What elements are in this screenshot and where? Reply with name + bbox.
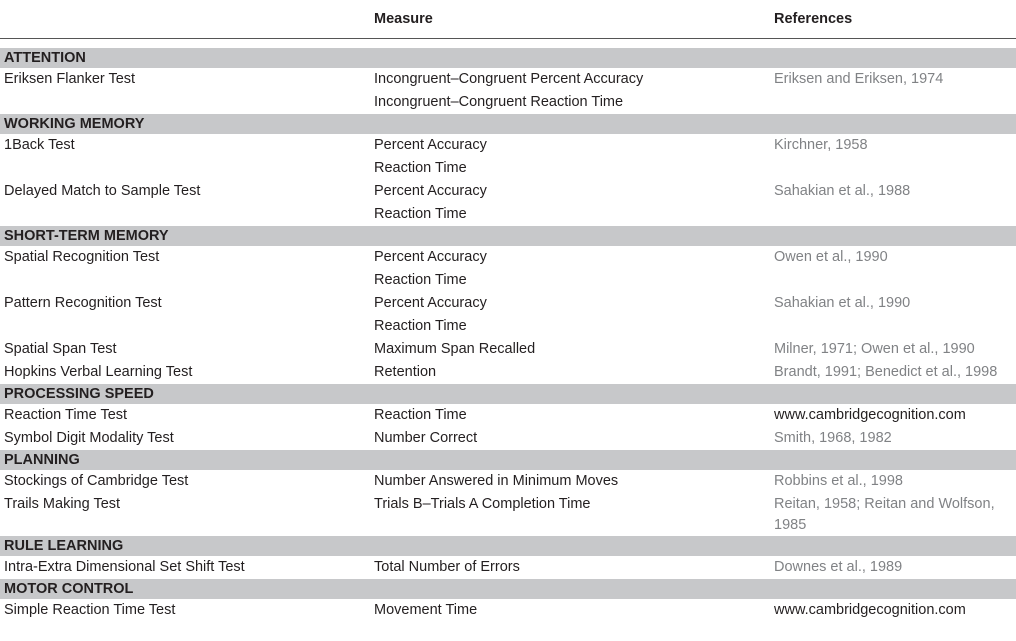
measure-cell (370, 246, 770, 292)
section-heading: SHORT-TERM MEMORY (0, 226, 1016, 246)
test-name: Reaction Time Test (4, 407, 128, 423)
table-row (0, 470, 1016, 493)
table-row (0, 134, 1016, 180)
reference-cell (770, 180, 1016, 226)
reference-line: www.cambridgecognition.com (774, 407, 966, 423)
measure-cell (370, 493, 770, 536)
reference-cell (770, 338, 1016, 361)
reference-line: Eriksen and Eriksen, 1974 (774, 71, 944, 87)
test-name: Intra-Extra Dimensional Set Shift Test (4, 559, 245, 575)
table-row (0, 68, 1016, 114)
reference-cell (770, 427, 1016, 450)
test-name: Pattern Recognition Test (4, 295, 162, 311)
test-name: Delayed Match to Sample Test (4, 183, 201, 199)
measure-line: Total Number of Errors (374, 559, 520, 575)
table-row (0, 361, 1016, 384)
reference-line: Robbins et al., 1998 (774, 473, 903, 489)
section-heading: PLANNING (0, 450, 1016, 470)
test-name: Symbol Digit Modality Test (4, 430, 174, 446)
table-row (0, 180, 1016, 226)
table-row (0, 338, 1016, 361)
measure-cell (370, 427, 770, 450)
table-row (0, 292, 1016, 338)
reference-line: Reitan, 1958; Reitan and Wolfson, (774, 496, 995, 512)
measure-cell (370, 338, 770, 361)
test-name: Spatial Span Test (4, 341, 117, 357)
header-measure: Measure (374, 11, 433, 27)
reference-cell (770, 246, 1016, 292)
section-heading: PROCESSING SPEED (0, 384, 1016, 404)
reference-cell (770, 493, 1016, 536)
table-row (0, 599, 1016, 622)
measure-cell (370, 134, 770, 180)
test-name: Trails Making Test (4, 496, 121, 512)
reference-line: Brandt, 1991; Benedict et al., 1998 (774, 364, 998, 380)
section-heading: RULE LEARNING (0, 536, 1016, 556)
measure-line: Reaction Time (374, 206, 467, 222)
measure-cell (370, 292, 770, 338)
table-row (0, 493, 1016, 536)
reference-line: Kirchner, 1958 (774, 137, 868, 153)
reference-line: 1985 (774, 517, 807, 533)
measure-line: Retention (374, 364, 437, 380)
measure-line: Percent Accuracy (374, 137, 487, 153)
measure-line: Trials B–Trials A Completion Time (374, 496, 591, 512)
test-name: Simple Reaction Time Test (4, 602, 176, 618)
test-name: Eriksen Flanker Test (4, 71, 136, 87)
reference-cell (770, 470, 1016, 493)
reference-line: Smith, 1968, 1982 (774, 430, 892, 446)
reference-cell (770, 68, 1016, 114)
table-row (0, 427, 1016, 450)
reference-line: Sahakian et al., 1988 (774, 183, 911, 199)
measure-line: Percent Accuracy (374, 249, 487, 265)
measure-cell (370, 470, 770, 493)
header-test (0, 0, 370, 11)
reference-cell (770, 292, 1016, 338)
measure-line: Incongruent–Congruent Reaction Time (374, 94, 624, 110)
section-heading: WORKING MEMORY (0, 114, 1016, 134)
test-name: Hopkins Verbal Learning Test (4, 364, 193, 380)
measure-line: Number Correct (374, 430, 478, 446)
measure-cell (370, 599, 770, 622)
table-header (0, 0, 1016, 39)
measure-line: Number Answered in Minimum Moves (374, 473, 619, 489)
measure-line: Reaction Time (374, 272, 467, 288)
measure-cell (370, 361, 770, 384)
measure-line: Reaction Time (374, 407, 467, 423)
header-references: References (774, 11, 853, 27)
section-heading: ATTENTION (0, 48, 1016, 68)
measure-cell (370, 180, 770, 226)
table-row (0, 404, 1016, 427)
test-name: Spatial Recognition Test (4, 249, 160, 265)
table-row (0, 246, 1016, 292)
header-gap (0, 39, 1016, 48)
measure-line: Incongruent–Congruent Percent Accuracy (374, 71, 644, 87)
measure-line: Reaction Time (374, 318, 467, 334)
measure-cell (370, 68, 770, 114)
reference-line: Milner, 1971; Owen et al., 1990 (774, 341, 975, 357)
reference-line: Sahakian et al., 1990 (774, 295, 911, 311)
reference-cell (770, 134, 1016, 180)
section-heading: MOTOR CONTROL (0, 579, 1016, 599)
measure-line: Maximum Span Recalled (374, 341, 536, 357)
measure-line: Percent Accuracy (374, 295, 487, 311)
reference-cell (770, 556, 1016, 579)
reference-line: www.cambridgecognition.com (774, 602, 966, 618)
reference-line: Owen et al., 1990 (774, 249, 888, 265)
table-body (0, 48, 1016, 622)
measure-line: Movement Time (374, 602, 478, 618)
reference-cell (770, 361, 1016, 384)
reference-cell (770, 404, 1016, 427)
reference-line: Downes et al., 1989 (774, 559, 903, 575)
test-name: 1Back Test (4, 137, 75, 153)
measure-line: Percent Accuracy (374, 183, 487, 199)
measure-line: Reaction Time (374, 160, 467, 176)
measure-cell (370, 556, 770, 579)
table-row (0, 556, 1016, 579)
test-name: Stockings of Cambridge Test (4, 473, 189, 489)
reference-cell (770, 599, 1016, 622)
measure-cell (370, 404, 770, 427)
